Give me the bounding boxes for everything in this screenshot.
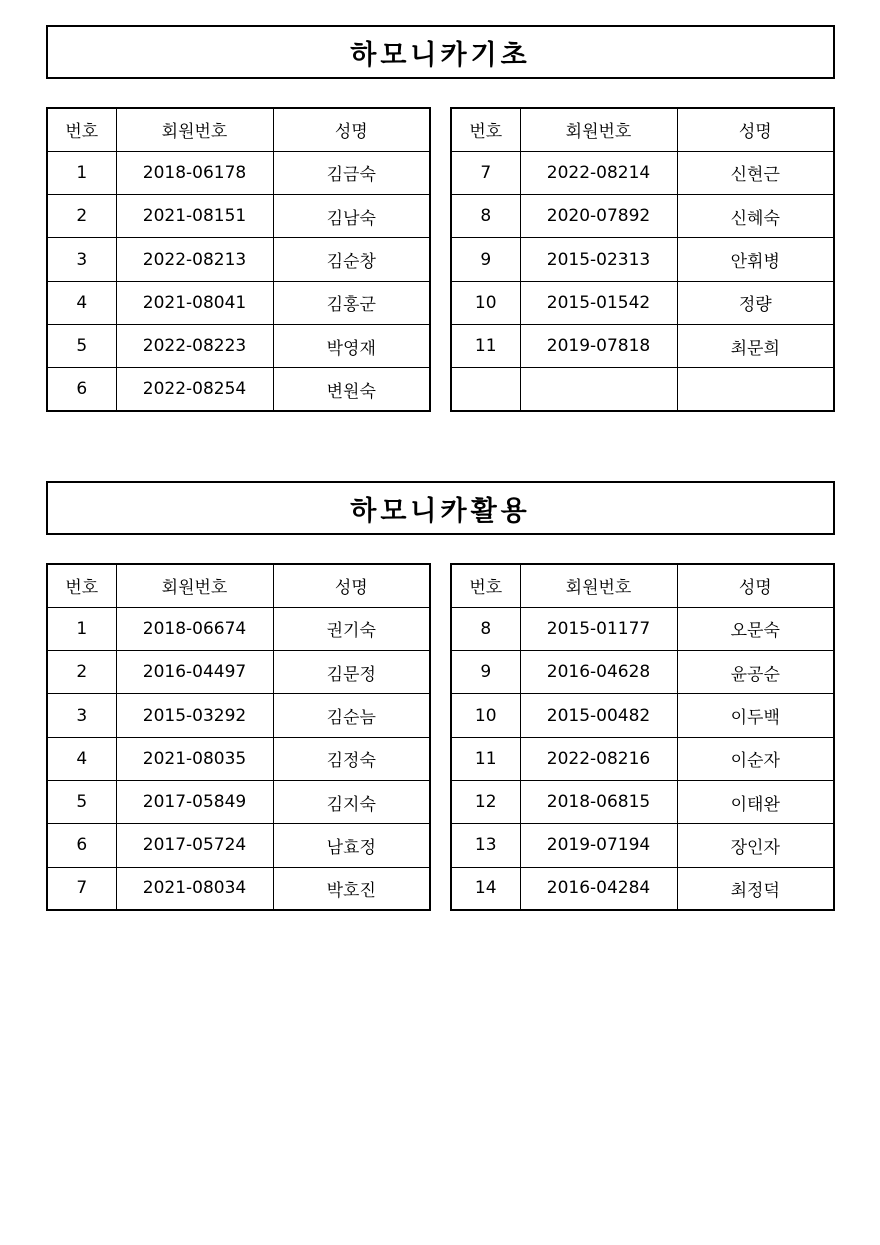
name-cell: 윤공순	[677, 651, 834, 694]
member-id-cell: 2021-08151	[116, 195, 273, 238]
member-id-cell: 2022-08254	[116, 368, 273, 411]
table-row	[47, 324, 430, 367]
name-cell	[677, 368, 834, 411]
member-id-cell: 2015-01177	[520, 607, 677, 650]
member-id-cell: 2022-08216	[520, 737, 677, 780]
number-cell: 4	[47, 281, 116, 324]
number-cell: 6	[47, 368, 116, 411]
number-cell: 7	[47, 867, 116, 910]
name-cell: 안휘병	[677, 238, 834, 281]
table-row	[47, 867, 430, 910]
header-number: 번호	[451, 564, 520, 607]
table-row	[47, 281, 430, 324]
member-id-cell: 2015-03292	[116, 694, 273, 737]
number-cell: 14	[451, 867, 520, 910]
member-table-left	[46, 107, 431, 412]
table-row	[47, 780, 430, 823]
table-row	[47, 824, 430, 867]
name-cell: 신혜숙	[677, 195, 834, 238]
number-cell: 1	[47, 151, 116, 194]
member-id-cell: 2018-06674	[116, 607, 273, 650]
member-id-cell: 2017-05849	[116, 780, 273, 823]
header-member-id: 회원번호	[116, 108, 273, 151]
name-cell: 김금숙	[273, 151, 430, 194]
table-row	[451, 867, 834, 910]
member-id-cell: 2016-04628	[520, 651, 677, 694]
name-cell: 김남숙	[273, 195, 430, 238]
name-cell: 김홍군	[273, 281, 430, 324]
member-id-cell: 2015-01542	[520, 281, 677, 324]
section-basic	[46, 25, 835, 402]
number-cell: 12	[451, 780, 520, 823]
member-id-cell: 2021-08034	[116, 867, 273, 910]
header-name: 성명	[273, 108, 430, 151]
member-id-cell: 2015-00482	[520, 694, 677, 737]
section-advanced	[46, 481, 835, 901]
number-cell: 9	[451, 238, 520, 281]
table-row	[47, 694, 430, 737]
name-cell: 이순자	[677, 737, 834, 780]
number-cell: 11	[451, 737, 520, 780]
table-row	[451, 780, 834, 823]
table-row	[451, 824, 834, 867]
number-cell: 11	[451, 324, 520, 367]
table-row	[47, 151, 430, 194]
name-cell: 장인자	[677, 824, 834, 867]
number-cell: 4	[47, 737, 116, 780]
table-row	[47, 737, 430, 780]
member-table-right	[450, 107, 835, 412]
name-cell: 정량	[677, 281, 834, 324]
header-number: 번호	[47, 108, 116, 151]
header-name: 성명	[677, 108, 834, 151]
number-cell: 10	[451, 694, 520, 737]
name-cell: 김문정	[273, 651, 430, 694]
section-title: 하모니카활용	[46, 481, 835, 535]
member-id-cell: 2015-02313	[520, 238, 677, 281]
header-name: 성명	[273, 564, 430, 607]
header-member-id: 회원번호	[520, 108, 677, 151]
table-row	[451, 281, 834, 324]
number-cell: 8	[451, 195, 520, 238]
member-id-cell: 2016-04497	[116, 651, 273, 694]
table-row	[451, 607, 834, 650]
name-cell: 변원숙	[273, 368, 430, 411]
name-cell: 박영재	[273, 324, 430, 367]
section-title: 하모니카기초	[46, 25, 835, 79]
table-row	[451, 651, 834, 694]
table-row	[451, 324, 834, 367]
table-row	[451, 737, 834, 780]
table-row	[451, 368, 834, 411]
member-id-cell: 2019-07194	[520, 824, 677, 867]
header-member-id: 회원번호	[520, 564, 677, 607]
name-cell: 이두백	[677, 694, 834, 737]
number-cell: 5	[47, 780, 116, 823]
number-cell: 2	[47, 195, 116, 238]
name-cell: 최정덕	[677, 867, 834, 910]
table-header-row	[451, 108, 834, 151]
member-id-cell	[520, 368, 677, 411]
member-id-cell: 2020-07892	[520, 195, 677, 238]
table-row	[47, 607, 430, 650]
member-id-cell: 2018-06178	[116, 151, 273, 194]
number-cell: 9	[451, 651, 520, 694]
name-cell: 권기숙	[273, 607, 430, 650]
header-name: 성명	[677, 564, 834, 607]
member-table-right	[450, 563, 835, 911]
name-cell: 박호진	[273, 867, 430, 910]
number-cell: 8	[451, 607, 520, 650]
member-table-left	[46, 563, 431, 911]
table-row	[451, 195, 834, 238]
member-id-cell: 2021-08035	[116, 737, 273, 780]
name-cell: 김지숙	[273, 780, 430, 823]
member-id-cell: 2018-06815	[520, 780, 677, 823]
number-cell: 10	[451, 281, 520, 324]
member-id-cell: 2022-08223	[116, 324, 273, 367]
name-cell: 오문숙	[677, 607, 834, 650]
number-cell	[451, 368, 520, 411]
header-number: 번호	[451, 108, 520, 151]
number-cell: 1	[47, 607, 116, 650]
table-row	[451, 238, 834, 281]
table-header-row	[451, 564, 834, 607]
table-row	[451, 694, 834, 737]
member-id-cell: 2021-08041	[116, 281, 273, 324]
number-cell: 3	[47, 238, 116, 281]
name-cell: 신현근	[677, 151, 834, 194]
number-cell: 7	[451, 151, 520, 194]
table-row	[47, 651, 430, 694]
member-id-cell: 2019-07818	[520, 324, 677, 367]
name-cell: 김순창	[273, 238, 430, 281]
table-row	[47, 238, 430, 281]
table-header-row	[47, 564, 430, 607]
number-cell: 6	[47, 824, 116, 867]
table-row	[47, 368, 430, 411]
table-row	[47, 195, 430, 238]
name-cell: 김정숙	[273, 737, 430, 780]
number-cell: 3	[47, 694, 116, 737]
member-id-cell: 2022-08214	[520, 151, 677, 194]
member-id-cell: 2016-04284	[520, 867, 677, 910]
header-member-id: 회원번호	[116, 564, 273, 607]
number-cell: 5	[47, 324, 116, 367]
name-cell: 남효정	[273, 824, 430, 867]
table-header-row	[47, 108, 430, 151]
member-id-cell: 2017-05724	[116, 824, 273, 867]
name-cell: 김순늠	[273, 694, 430, 737]
number-cell: 2	[47, 651, 116, 694]
name-cell: 최문희	[677, 324, 834, 367]
number-cell: 13	[451, 824, 520, 867]
name-cell: 이태완	[677, 780, 834, 823]
header-number: 번호	[47, 564, 116, 607]
member-id-cell: 2022-08213	[116, 238, 273, 281]
table-row	[451, 151, 834, 194]
